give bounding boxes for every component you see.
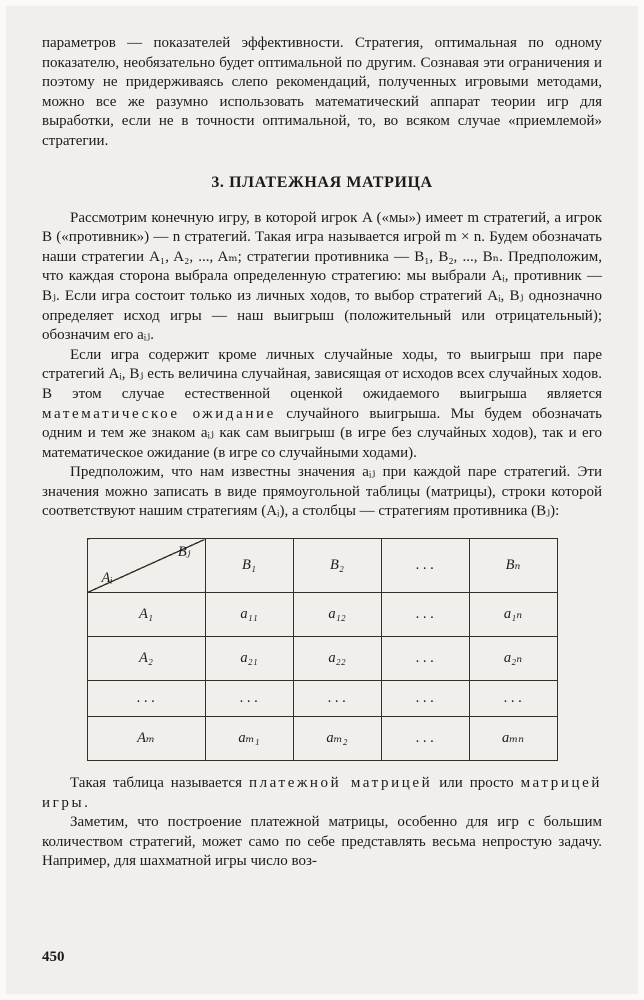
- column-header: . . .: [381, 539, 469, 593]
- matrix-cell: aₘ₁: [205, 717, 293, 761]
- row-header: . . .: [87, 681, 205, 717]
- matrix-cell: a₁₁: [205, 593, 293, 637]
- matrix-cell: aₘₙ: [469, 717, 557, 761]
- matrix-cell: . . .: [381, 681, 469, 717]
- row-header: A₂: [87, 637, 205, 681]
- matrix-cell: a₁ₙ: [469, 593, 557, 637]
- column-header: Bₙ: [469, 539, 557, 593]
- paragraph-2: [42, 346, 602, 464]
- table-row: [87, 717, 557, 761]
- corner-column-symbol: Bⱼ: [177, 544, 191, 561]
- page-number: 450: [42, 949, 65, 965]
- corner-row-symbol: Aᵢ: [101, 570, 113, 587]
- paragraph-2-text: случайного выигрыша. Мы будем обозначать одним и тем же знаком aᵢⱼ как сам выигрыш (в игре без случайных ходов), так и его математическое ожидание (в игре со случайными ходами).: [42, 405, 602, 461]
- section-heading: 3. ПЛАТЕЖНАЯ МАТРИЦА: [211, 173, 433, 191]
- matrix-cell: . . .: [469, 681, 557, 717]
- matrix-cell: a₂ₙ: [469, 637, 557, 681]
- matrix-cell: . . .: [381, 637, 469, 681]
- matrix-cell: . . .: [381, 593, 469, 637]
- table-row: [87, 593, 557, 637]
- paragraph-2-text: Если игра содержит кроме личных случайные ходы, то выигрыш при паре стратегий Aᵢ, Bⱼ есть величина случайная, зависящая от исходов всех случайных ходов. В этом случае естественной оценкой ожидаемого выигрыша является: [42, 346, 602, 402]
- table-header-row: [87, 539, 557, 593]
- matrix-cell: . . .: [293, 681, 381, 717]
- paragraph-after-table: [42, 774, 602, 813]
- matrix-cell: . . .: [205, 681, 293, 717]
- column-header: B₂: [293, 539, 381, 593]
- after-table-text: Такая таблица называется: [70, 775, 249, 792]
- corner-cell: [87, 539, 205, 593]
- matrix-cell: . . .: [381, 717, 469, 761]
- row-header: Aₘ: [87, 717, 205, 761]
- after-table-text: или просто: [432, 775, 521, 792]
- closing-paragraph: Заметим, что построение платежной матрицы, особенно для игр с большим количеством стратегий, может само по себе представлять весьма непростую задачу. Например, для шахматной игры число воз-: [42, 814, 602, 870]
- table-row: [87, 637, 557, 681]
- matrix-cell: a₂₂: [293, 637, 381, 681]
- table-row: [87, 681, 557, 717]
- paragraph-3: Предположим, что нам известны значения aᵢⱼ при каждой паре стратегий. Эти значения можно записать в виде прямоугольной таблицы (матрицы), строки которой соответствуют нашим стратегиям (Aᵢ), а столбцы — стратегиям противника (Bⱼ):: [42, 464, 602, 520]
- column-header: B₁: [205, 539, 293, 593]
- row-header: A₁: [87, 593, 205, 637]
- payoff-matrix-table: [87, 538, 558, 761]
- matrix-cell: a₂₁: [205, 637, 293, 681]
- emphasized-term: платежной матрицей: [248, 775, 433, 792]
- matrix-cell: a₁₂: [293, 593, 381, 637]
- payoff-matrix-figure: [42, 538, 602, 761]
- emphasized-term: математическое ожидание: [42, 405, 276, 422]
- matrix-cell: aₘ₂: [293, 717, 381, 761]
- intro-paragraph: параметров — показателей эффективности. Стратегия, оптимальная по одному показателю, необязательно будет оптимальной по другим. Сознавая эти ограничения и поэтому не придерживаясь слепо рекомендаций, полученных игровыми методами, можно все же разумно использовать математический аппарат теории игр для выработки, если не в точности оптимальной, то, во всяком случае «приемлемой» стратегии.: [42, 35, 602, 149]
- emphasized-term: матрицей игры: [42, 775, 602, 811]
- paragraph-1: Рассмотрим конечную игру, в которой игрок A («мы») имеет m стратегий, а игрок B («противник») — n стратегий. Такая игра называется игрой m × n. Будем обозначать наши стратегии A₁, A₂, ..., Aₘ; стратегии противника — B₁, B₂, ..., Bₙ. Предположим, что каждая сторона выбрала определенную стратегию: мы выбрали Aᵢ, противник — Bⱼ. Если игра состоит только из личных ходов, то выбор стратегий Aᵢ, Bⱼ однозначно определяет исход игры — наш выигрыш (положительный или отрицательный); обозначим его aᵢⱼ.: [42, 209, 602, 344]
- after-table-text: .: [84, 794, 88, 811]
